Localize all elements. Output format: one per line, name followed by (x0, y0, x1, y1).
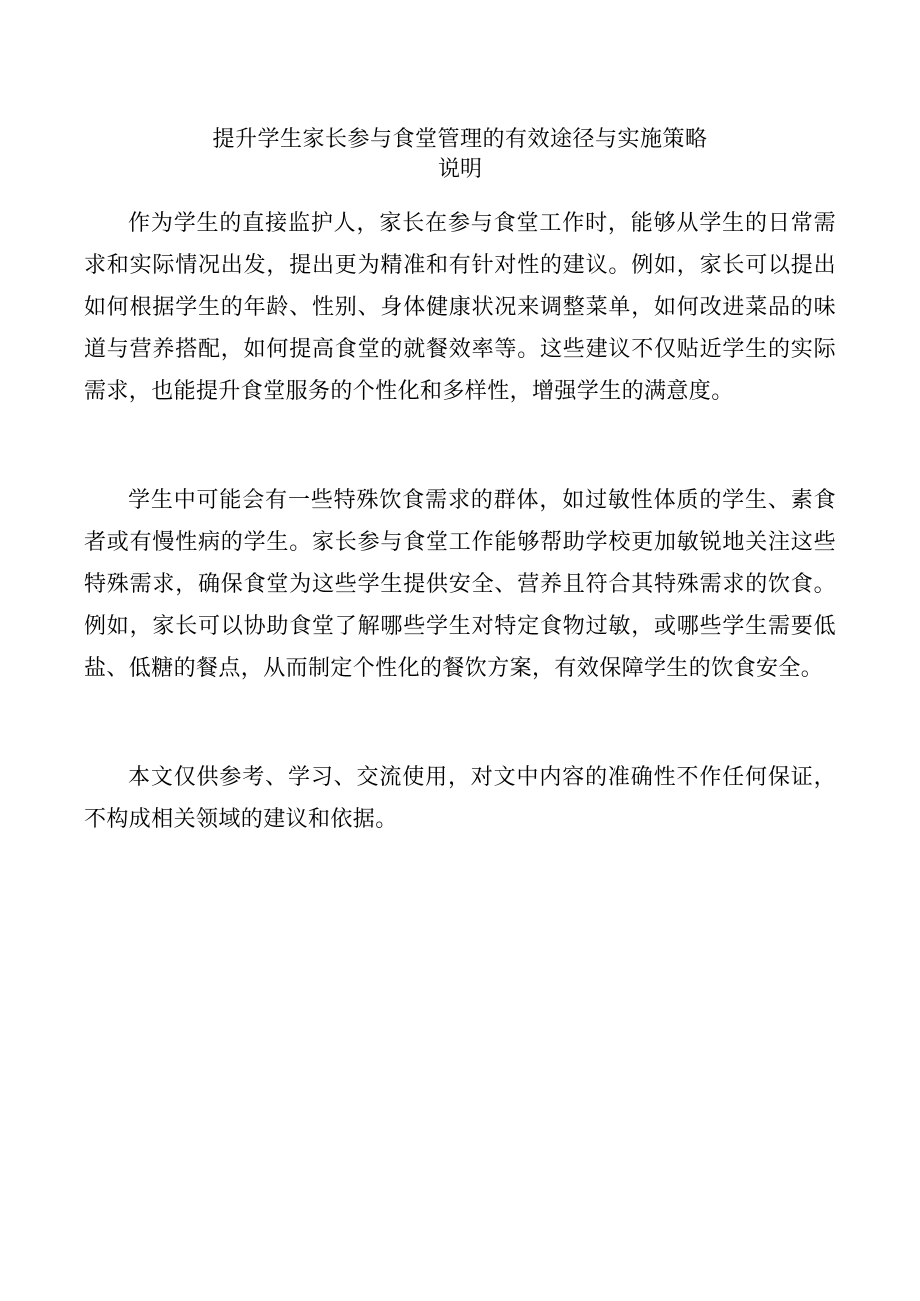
body-paragraph: 作为学生的直接监护人，家长在参与食堂工作时，能够从学生的日常需求和实际情况出发，提出更为精准和有针对性的建议。例如，家长可以提出如何根据学生的年龄、性别、身体健康状况来调整菜单，如何改进菜品的味道与营养搭配，如何提高食堂的就餐效率等。这些建议不仅贴近学生的实际需求，也能提升食堂服务的个性化和多样性，增强学生的满意度。 (84, 211, 836, 404)
document-subtitle: 说明 (437, 157, 482, 182)
document-title: 提升学生家长参与食堂管理的有效途径与实施策略 (212, 127, 708, 152)
body-paragraph: 学生中可能会有一些特殊饮食需求的群体，如过敏性体质的学生、素食者或有慢性病的学生。家长参与食堂工作能够帮助学校更加敏锐地关注这些特殊需求，确保食堂为这些学生提供安全、营养且符合其特殊需求的饮食。例如，家长可以协助食堂了解哪些学生对特定食物过敏，或哪些学生需要低盐、低糖的餐点，从而制定个性化的餐饮方案，有效保障学生的饮食安全。 (84, 488, 836, 681)
disclaimer-paragraph: 本文仅供参考、学习、交流使用，对文中内容的准确性不作任何保证，不构成相关领域的建议和依据。 (84, 765, 836, 832)
